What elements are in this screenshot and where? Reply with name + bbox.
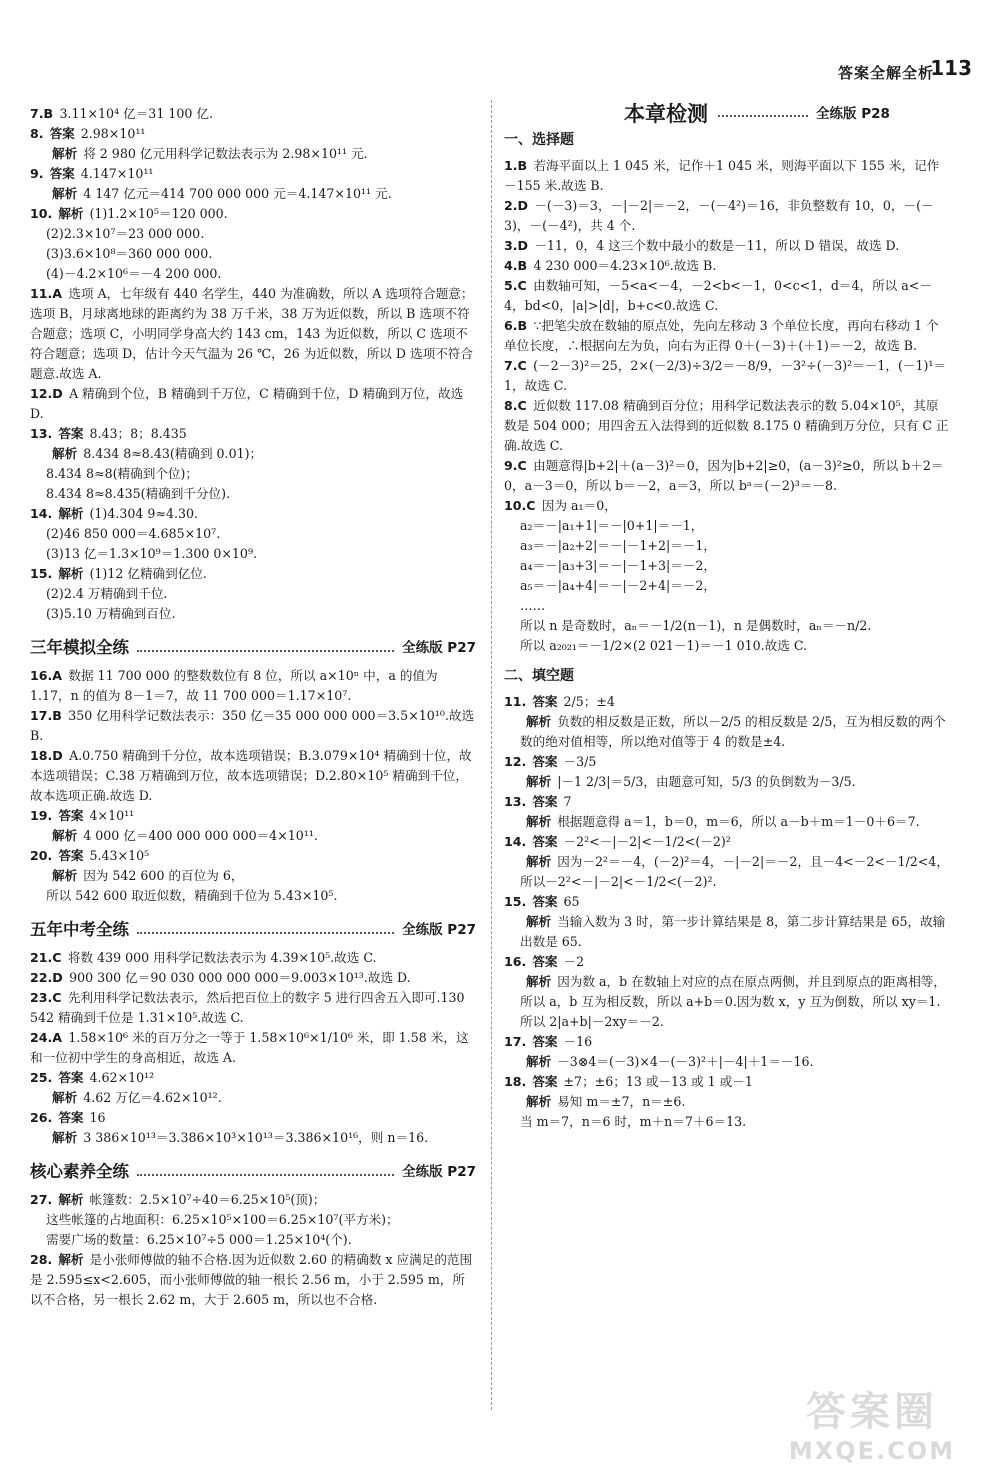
answer-label: 解析 (52, 828, 78, 843)
answer-label: 解析 (58, 1252, 84, 1267)
answer-text: 350 亿用科学记数法表示：350 亿＝35 000 000 000＝3.5×10¹⁰.故选 B. (30, 708, 475, 743)
question-number: 10. (30, 206, 53, 221)
question-number: 14. (30, 506, 53, 521)
answer-text: 若海平面以上 1 045 米，记作＋1 045 米，则海平面以下 155 米，记作－155 米.故选 B. (504, 158, 940, 193)
answer-text: 将数 439 000 用科学记数法表示为 4.39×10⁵.故选 C. (67, 950, 377, 965)
question-number: 21.C (30, 950, 62, 965)
answer-text: 65 (563, 894, 580, 909)
section-title: 五年中考全练 (30, 920, 129, 939)
subheading-fill: 二、填空题 (504, 668, 574, 684)
answer-line (504, 396, 950, 456)
answer-line (30, 244, 476, 264)
answer-continuation: …… (520, 598, 546, 613)
answer-line (30, 184, 476, 204)
answer-text: (1)12 亿精确到亿位. (89, 566, 207, 581)
answer-line (504, 356, 950, 396)
answer-line (30, 1210, 476, 1230)
question-number: 7.C (504, 358, 527, 373)
answer-line (504, 712, 950, 752)
question-number: 11.A (30, 286, 63, 301)
answer-label: 解析 (526, 774, 552, 789)
answer-line (30, 524, 476, 544)
answer-line (504, 576, 950, 596)
answer-text: －2²<－|－2|<－1/2<(－2)² (563, 834, 731, 849)
answer-line (504, 456, 950, 496)
answer-line (504, 596, 950, 616)
section-answer-list (30, 948, 476, 1148)
answer-line (30, 144, 476, 164)
answer-text: 900 300 亿＝90 030 000 000 000＝9.003×10¹³.故选 D. (69, 970, 411, 985)
question-number: 13. (30, 426, 53, 441)
answer-line (504, 972, 950, 1032)
section-answer-list (30, 666, 476, 906)
question-number: 18.D (30, 748, 63, 763)
answer-text: 近似数 117.08 精确到百分位；用科学记数法表示的数 5.04×10⁵，其原数是 504 000；用四舍五入法得到的近似数 8.175 0 精确到万分位，只有 C 正确.故选 C. (504, 398, 949, 453)
question-number: 1.B (504, 158, 528, 173)
answer-text: 4×10¹¹ (89, 808, 135, 823)
question-number: 4.B (504, 258, 528, 273)
answer-label: 答案 (532, 754, 558, 769)
answer-label: 解析 (52, 146, 78, 161)
question-number: 16.A (30, 668, 63, 683)
question-number: 3.D (504, 238, 529, 253)
answer-line (504, 1112, 950, 1132)
answer-text: 因为 542 600 的百位为 6， (83, 868, 244, 883)
answer-text: 4.147×10¹¹ (80, 166, 154, 181)
answer-text: 数据 11 700 000 的整数数位有 8 位，所以 a×10ⁿ 中，a 的值为 1.17，n 的值为 8－1＝7，故 11 700 000＝1.17×10⁷. (30, 668, 438, 703)
answer-line (504, 316, 950, 356)
answer-text: 3.11×10⁴ 亿＝31 100 亿. (59, 106, 213, 121)
answer-continuation: 8.434 8≈8(精确到个位)； (46, 466, 199, 481)
answer-text: 2.98×10¹¹ (80, 126, 146, 141)
answer-continuation: (3)13 亿＝1.3×10⁹＝1.300 0×10⁹. (46, 546, 258, 561)
answer-continuation: (2)46 850 000＝4.685×10⁷. (46, 526, 221, 541)
answer-text: 选项 A，七年级有 440 名学生，440 为准确数，所以 A 选项符合题意；选项 B，月球离地球的距离约为 38 万千米，38 万为近似数，所以 B 选项不符合题意；选项 C，小明同学身高大约 143 cm，143 为近似数，所以 C 选项不符合题意；选项 D，估计今天气温为 26 ℃，26 为近似数，所以 D 选项不符合题意.故选 A. (30, 286, 474, 381)
answer-line (504, 752, 950, 772)
answer-label: 答案 (58, 426, 84, 441)
answer-label: 答案 (58, 808, 84, 823)
answer-line (504, 832, 950, 852)
answer-line (30, 224, 476, 244)
question-number: 24.A (30, 1030, 63, 1045)
answer-line (504, 636, 950, 656)
answer-label: 答案 (532, 1074, 558, 1089)
answer-line (30, 444, 476, 464)
answer-line (30, 706, 476, 746)
answer-text: －3⊗4＝(－3)×4－(－3)²＋|－4|＋1＝－16. (557, 1054, 814, 1069)
header-title: 答案全解全析 (837, 64, 934, 82)
left-column (30, 104, 476, 1310)
question-number: 9. (30, 166, 44, 181)
answer-text: 5.43×10⁵ (89, 848, 150, 863)
answer-line (30, 1230, 476, 1250)
question-number: 15. (30, 566, 53, 581)
answer-continuation: a₃＝－|a₂+2|＝－|－1+2|＝－1， (520, 538, 716, 553)
answer-text: 将 2 980 亿元用科学记数法表示为 2.98×10¹¹ 元. (83, 146, 368, 161)
question-number: 16. (504, 954, 527, 969)
question-number: 12. (504, 754, 527, 769)
answer-continuation: 需要广场的数量：6.25×10⁷÷5 000＝1.25×10⁴(个). (46, 1232, 352, 1247)
answer-label: 答案 (532, 954, 558, 969)
question-number: 11. (504, 694, 527, 709)
question-number: 28. (30, 1252, 53, 1267)
answer-line (30, 204, 476, 224)
question-number: 2.D (504, 198, 529, 213)
answer-text: ±7；±6；13 或－13 或 1 或－1 (563, 1074, 753, 1089)
answer-line (504, 792, 950, 812)
answer-line (30, 988, 476, 1028)
answer-text: 易知 m＝±7，n＝±6. (557, 1094, 686, 1109)
answer-text: A 精确到个位，B 精确到千万位，C 精确到千位，D 精确到万位，故选 D. (30, 386, 464, 421)
answer-label: 解析 (58, 206, 84, 221)
answer-text: (1)4.304 9≈4.30. (89, 506, 199, 521)
answer-continuation: (3)3.6×10⁸＝360 000 000. (46, 246, 213, 261)
answer-line (30, 284, 476, 384)
answer-line (30, 968, 476, 988)
answer-label: 答案 (532, 794, 558, 809)
answer-line (30, 264, 476, 284)
question-number: 17.B (30, 708, 62, 723)
answer-continuation: 当 m＝7，n＝6 时，m＋n＝7＋6＝13. (520, 1114, 747, 1129)
section-title: 三年模拟全练 (30, 638, 129, 657)
answer-line (504, 912, 950, 952)
chapter-test-ref: 全练版 P28 (816, 106, 890, 122)
question-number: 5.C (504, 278, 527, 293)
left-answer-list (30, 104, 476, 624)
question-number: 19. (30, 808, 53, 823)
answer-text: 4.62 万亿＝4.62×10¹². (83, 1090, 222, 1105)
answer-text: 因为数 a，b 在数轴上对应的点在原点两侧，并且到原点的距离相等，所以 a，b 互为相反数，所以 a+b＝0.因为数 x，y 互为倒数，所以 xy＝1.所以 2|a+b|－2xy＝－2. (520, 974, 946, 1029)
right-column (504, 104, 950, 1132)
choice-answer-list (504, 156, 950, 656)
question-number: 7.B (30, 106, 54, 121)
question-number: 8.C (504, 398, 527, 413)
answer-line (504, 616, 950, 636)
question-number: 12.D (30, 386, 63, 401)
answer-label: 解析 (526, 714, 552, 729)
answer-label: 答案 (58, 1110, 84, 1125)
leader-dots (718, 115, 808, 117)
answer-line (504, 852, 950, 892)
leader-dots (137, 932, 394, 934)
answer-line (30, 104, 476, 124)
answer-label: 解析 (526, 814, 552, 829)
section-heading (30, 1162, 476, 1182)
answer-text: 当输入数为 3 时，第一步计算结果是 8，第二步计算结果是 65，故输出数是 65. (520, 914, 946, 949)
answer-line (30, 826, 476, 846)
answer-continuation: (2)2.3×10⁷＝23 000 000. (46, 226, 205, 241)
answer-line (504, 236, 950, 256)
page-number: 113 (930, 56, 972, 80)
answer-line (504, 952, 950, 972)
answer-continuation: 所以 n 是奇数时，aₙ＝－1/2(n－1)，n 是偶数时，aₙ＝－n/2. (520, 618, 872, 633)
answer-text: －3/5 (563, 754, 597, 769)
answer-text: 8.43；8；8.435 (89, 426, 187, 441)
answer-line (504, 556, 950, 576)
answer-line (504, 892, 950, 912)
answer-line (30, 464, 476, 484)
answer-text: (－2－3)²＝25，2×(－2/3)÷3/2＝－8/9，－3²÷(－3)²＝－1，(－1)¹＝1，故选 C. (504, 358, 947, 393)
section-ref: 全练版 P27 (402, 1164, 476, 1180)
answer-line (30, 544, 476, 564)
answer-text: (1)1.2×10⁵＝120 000. (89, 206, 228, 221)
answer-label: 答案 (58, 1070, 84, 1085)
answer-text: 帐篷数：2.5×10⁷÷40＝6.25×10⁵(顶)； (89, 1192, 326, 1207)
answer-line (30, 1088, 476, 1108)
answer-label: 解析 (52, 186, 78, 201)
answer-text: A.0.750 精确到千分位，故本选项错误；B.3.079×10⁴ 精确到十位，故本选项错误；C.38 万精确到万位，故本选项错误；D.2.80×10⁵ 精确到千位，故本选项正确.故选 D. (30, 748, 472, 803)
question-number: 18. (504, 1074, 527, 1089)
answer-line (30, 666, 476, 706)
answer-label: 解析 (526, 854, 552, 869)
answer-line (30, 1028, 476, 1068)
answer-line (504, 516, 950, 536)
answer-label: 答案 (532, 1034, 558, 1049)
answer-label: 答案 (58, 848, 84, 863)
answer-line (504, 156, 950, 196)
answer-text: 4 230 000＝4.23×10⁶.故选 B. (533, 258, 717, 273)
section-heading (30, 638, 476, 658)
section-answer-list (30, 1190, 476, 1310)
answer-line (30, 1108, 476, 1128)
question-number: 10.C (504, 498, 536, 513)
answer-continuation: 所以 a₂₀₂₁＝－1/2×(2 021－1)＝－1 010.故选 C. (520, 638, 808, 653)
answer-label: 解析 (58, 506, 84, 521)
answer-line (504, 196, 950, 236)
answer-line (30, 1068, 476, 1088)
question-number: 25. (30, 1070, 53, 1085)
subheading-choice: 一、选择题 (504, 132, 574, 148)
answer-line (504, 692, 950, 712)
answer-text: 4 000 亿＝400 000 000 000＝4×10¹¹. (83, 828, 318, 843)
answer-label: 解析 (58, 566, 84, 581)
question-number: 8. (30, 126, 44, 141)
answer-text: 由题意得|b+2|＋(a－3)²＝0，因为|b+2|≥0，(a－3)²≥0，所以 b＋2＝0，a－3＝0，所以 b＝－2，a＝3，所以 bᵃ＝(－2)³＝－8. (504, 458, 944, 493)
answer-text: 因为 a₁＝0， (541, 498, 617, 513)
section-heading (30, 920, 476, 940)
answer-continuation: a₄＝－|a₃+3|＝－|－1+3|＝－2， (520, 558, 716, 573)
question-number: 22.D (30, 970, 63, 985)
question-number: 23.C (30, 990, 62, 1005)
answer-label: 答案 (532, 694, 558, 709)
answer-line (504, 496, 950, 516)
answer-text: －16 (563, 1034, 593, 1049)
answer-text: －2 (563, 954, 585, 969)
leader-dots (137, 650, 394, 652)
fill-answer-list (504, 692, 950, 1132)
answer-line (30, 948, 476, 968)
answer-continuation: (3)5.10 万精确到百位. (46, 606, 176, 621)
answer-line (30, 604, 476, 624)
answer-line (30, 584, 476, 604)
answer-text: 4.62×10¹² (89, 1070, 155, 1085)
answer-label: 答案 (49, 126, 75, 141)
question-number: 6.B (504, 318, 528, 333)
answer-label: 解析 (526, 1054, 552, 1069)
answer-text: 3 386×10¹³＝3.386×10³×10¹³＝3.386×10¹⁶，则 n＝16. (83, 1130, 429, 1145)
answer-line (30, 424, 476, 444)
question-number: 15. (504, 894, 527, 909)
answer-line (504, 772, 950, 792)
answer-text: 负数的相反数是正数，所以－2/5 的相反数是 2/5，互为相反数的两个数的绝对值相等，所以绝对值等于 4 的数是±4. (520, 714, 946, 749)
answer-line (504, 276, 950, 316)
answer-label: 解析 (52, 868, 78, 883)
answer-line (30, 564, 476, 584)
answer-continuation: a₂＝－|a₁+1|＝－|0+1|＝－1， (520, 518, 704, 533)
answer-line (30, 124, 476, 144)
answer-text: ∵把笔尖放在数轴的原点处，先向左移动 3 个单位长度，再向右移动 1 个单位长度，∴根据向左为负，向右为正得 0＋(－3)＋(＋1)＝－2，故选 B. (504, 318, 939, 353)
answer-line (30, 866, 476, 886)
answer-continuation: (2)2.4 万精确到千位. (46, 586, 168, 601)
answer-label: 解析 (526, 974, 552, 989)
answer-text: 根据题意得 a＝1，b＝0，m＝6，所以 a－b＋m＝1－0＋6＝7. (557, 814, 920, 829)
column-divider (491, 100, 492, 1410)
answer-line (30, 164, 476, 184)
answer-continuation: 所以 542 600 取近似数，精确到千位为 5.43×10⁵. (46, 888, 338, 903)
answer-text: 由数轴可知，－5<a<－4，－2<b<－1，0<c<1，d＝4，所以 a<－4，bd<0，|a|>|d|，b+c<0.故选 C. (504, 278, 932, 313)
answer-line (504, 1032, 950, 1052)
answer-line (30, 384, 476, 424)
watermark-logo (762, 1380, 982, 1465)
question-number: 20. (30, 848, 53, 863)
answer-text: 先利用科学记数法表示，然后把百位上的数字 5 进行四舍五入即可.130 542 精确到千位是 1.31×10⁵.故选 C. (30, 990, 465, 1025)
answer-line (504, 1072, 950, 1092)
answer-label: 解析 (52, 1090, 78, 1105)
answer-line (30, 806, 476, 826)
chapter-test-heading (624, 104, 950, 124)
answer-label: 解析 (52, 446, 78, 461)
answer-line (30, 886, 476, 906)
answer-line (30, 746, 476, 806)
answer-text: 是小张师傅做的轴不合格.因为近似数 2.60 的精确数 x 应满足的范围是 2.595≤x<2.605，而小张师傅做的轴一根长 2.56 m，小于 2.595 m，所以不合格，另一根长 2.62 m，大于 2.605 m，所以也不合格. (30, 1252, 473, 1307)
section-title: 核心素养全练 (30, 1162, 129, 1181)
answer-line (30, 1250, 476, 1310)
answer-text: 7 (563, 794, 572, 809)
answer-text: －(－3)＝3，－|－2|＝－2，－(－4²)＝16，非负整数有 10，0，－(－3)，－(－4²)，共 4 个. (504, 198, 934, 233)
answer-continuation: 8.434 8≈8.435(精确到千分位). (46, 486, 231, 501)
answer-label: 解析 (526, 914, 552, 929)
answer-line (504, 536, 950, 556)
answer-continuation: a₅＝－|a₄+4|＝－|－2+4|＝－2， (520, 578, 716, 593)
answer-line (504, 812, 950, 832)
answer-text: －11，0，4 这三个数中最小的数是－11，所以 D 错误，故选 D. (534, 238, 900, 253)
question-number: 14. (504, 834, 527, 849)
answer-text: 1.58×10⁶ 米的百万分之一等于 1.58×10⁶×1/10⁶ 米，即 1.58 米，这和一位初中学生的身高相近，故选 A. (30, 1030, 469, 1065)
answer-text: 8.434 8≈8.43(精确到 0.01)； (83, 446, 263, 461)
answer-line (30, 1128, 476, 1148)
answer-continuation: (4)－4.2×10⁶＝－4 200 000. (46, 266, 222, 281)
question-number: 9.C (504, 458, 527, 473)
answer-label: 解析 (58, 1192, 84, 1207)
answer-text: 16 (89, 1110, 106, 1125)
question-number: 26. (30, 1110, 53, 1125)
answer-label: 解析 (52, 1130, 78, 1145)
leader-dots (137, 1174, 394, 1176)
answer-label: 答案 (49, 166, 75, 181)
answer-text: 2/5；±4 (563, 694, 615, 709)
answer-line (30, 504, 476, 524)
answer-label: 答案 (532, 894, 558, 909)
chapter-test-title: 本章检测 (624, 102, 708, 126)
section-ref: 全练版 P27 (402, 922, 476, 938)
answer-line (30, 846, 476, 866)
answer-text: |－1 2/3|＝5/3，由题意可知，5/3 的负倒数为－3/5. (557, 774, 856, 789)
answer-label: 解析 (526, 1094, 552, 1109)
question-number: 27. (30, 1192, 53, 1207)
question-number: 17. (504, 1034, 527, 1049)
answer-line (504, 1092, 950, 1112)
answer-label: 答案 (532, 834, 558, 849)
answer-line (30, 484, 476, 504)
answer-line (30, 1190, 476, 1210)
answer-text: 4 147 亿元＝414 700 000 000 元＝4.147×10¹¹ 元. (83, 186, 392, 201)
question-number: 13. (504, 794, 527, 809)
answer-text: 因为－2²＝－4，(－2)²＝4，－|－2|＝－2，且－4<－2<－1/2<4，所以－2²<－|－2|<－1/2<(－2)². (520, 854, 949, 889)
watermark-text: 答案圈 (806, 1389, 938, 1435)
watermark-url: MXQE.COM (788, 1437, 956, 1465)
left-sections (30, 638, 476, 1310)
answer-line (504, 256, 950, 276)
answer-line (504, 1052, 950, 1072)
section-ref: 全练版 P27 (402, 640, 476, 656)
answer-continuation: 这些帐篷的占地面积：6.25×10⁵×100＝6.25×10⁷(平方米)； (46, 1212, 399, 1227)
